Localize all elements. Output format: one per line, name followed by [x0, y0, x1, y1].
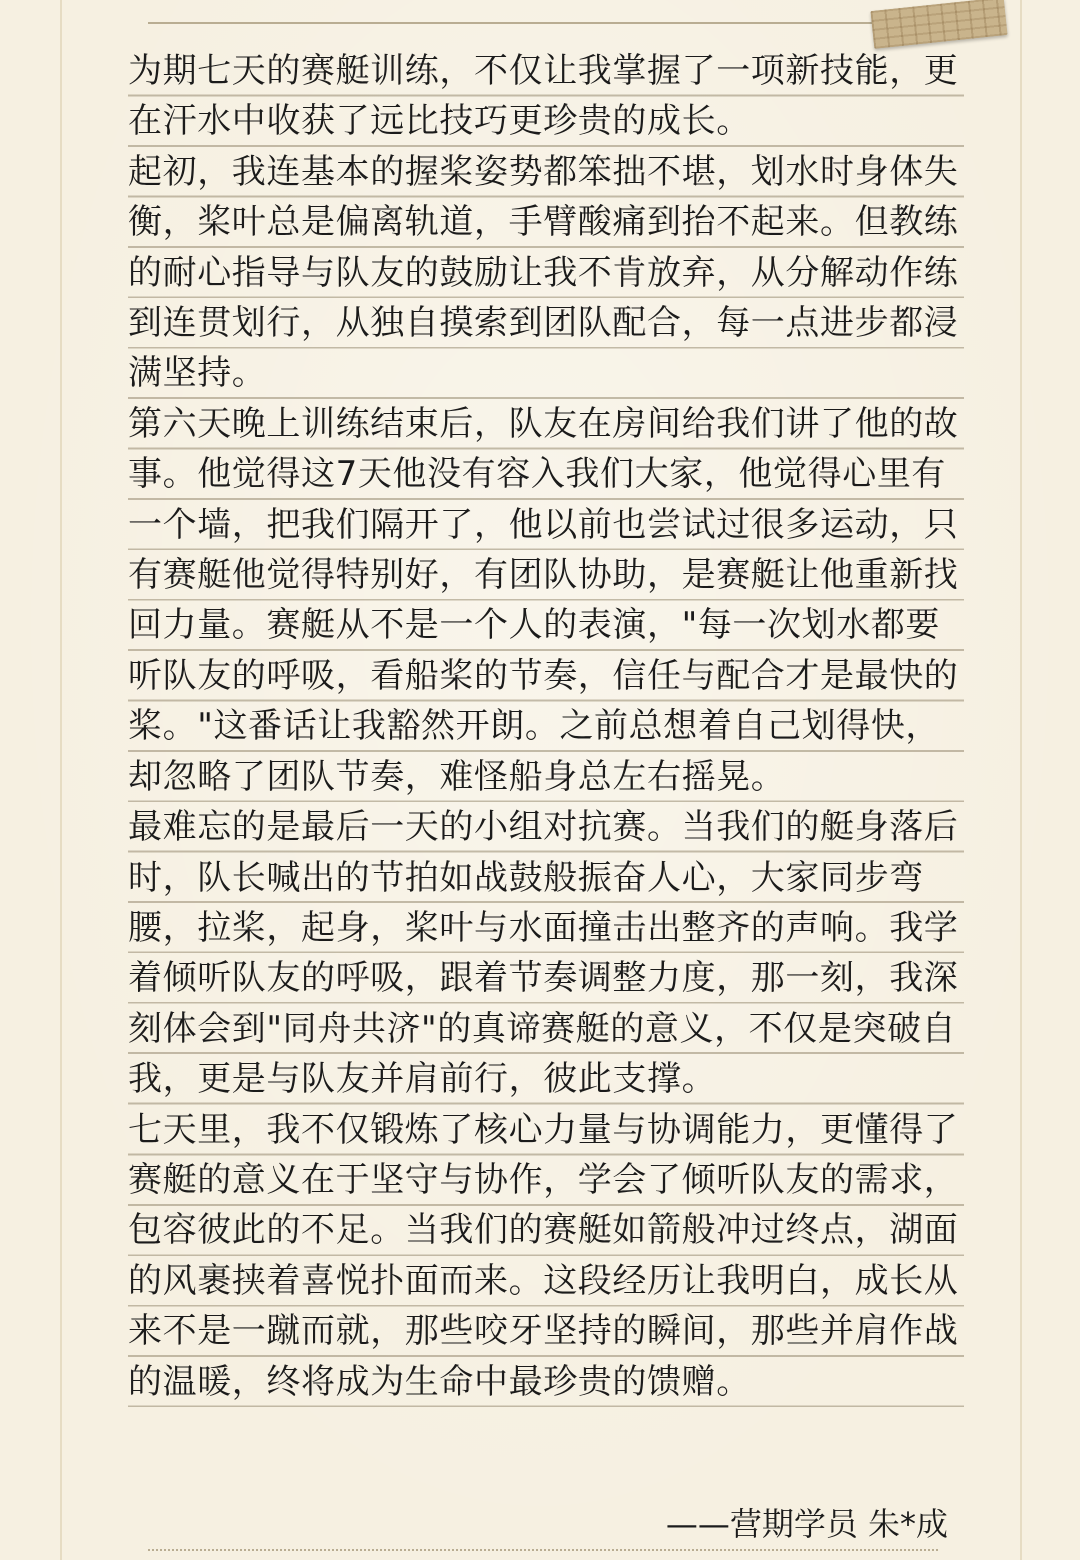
paragraph-intro: 为期七天的赛艇训练，不仅让我掌握了一项新技能，更在汗水中收获了远比技巧更珍贵的成长。	[128, 46, 964, 147]
left-margin-line	[60, 0, 62, 1560]
paragraph-conclusion: 七天里，我不仅锻炼了核心力量与协调能力，更懂得了赛艇的意义在于坚守与协作，学会了倾听队友的需求，包容彼此的不足。当我们的赛艇如箭般冲过终点，湖面的风裹挟着喜悦扑面而来。这段经历让我明白，成长从来不是一蹴而就，那些咬牙坚持的瞬间，那些并肩作战的温暖，终将成为生命中最珍贵的馈赠。	[128, 1105, 964, 1407]
bottom-rule	[148, 1549, 938, 1551]
right-margin-line	[1020, 0, 1022, 1560]
article-body	[128, 46, 964, 1407]
paragraph-final-race: 最难忘的是最后一天的小组对抗赛。当我们的艇身落后时，队长喊出的节拍如战鼓般振奋人心，大家同步弯腰，拉桨，起身，桨叶与水面撞击出整齐的声响。我学着倾听队友的呼吸，跟着节奏调整力度，那一刻，我深刻体会到"同舟共济"的真谛赛艇的意义，不仅是突破自我，更是与队友并肩前行，彼此支撑。	[128, 802, 964, 1104]
top-rule	[148, 22, 938, 24]
author-signature: ——营期学员 朱*成	[665, 1505, 948, 1543]
paragraph-beginning: 起初，我连基本的握桨姿势都笨拙不堪，划水时身体失衡，桨叶总是偏离轨道，手臂酸痛到抬不起来。但教练的耐心指导与队友的鼓励让我不肯放弃，从分解动作练到连贯划行，从独自摸索到团队配合，每一点进步都浸满坚持。	[128, 147, 964, 399]
paragraph-sixth-day: 第六天晚上训练结束后，队友在房间给我们讲了他的故事。他觉得这7天他没有容入我们大家，他觉得心里有一个墙，把我们隔开了，他以前也尝试过很多运动，只有赛艇他觉得特别好，有团队协助，是赛艇让他重新找回力量。赛艇从不是一个人的表演，"每一次划水都要听队友的呼吸，看船桨的节奏，信任与配合才是最快的桨。"这番话让我豁然开朗。之前总想着自己划得快，却忽略了团队节奏，难怪船身总左右摇晃。	[128, 399, 964, 802]
